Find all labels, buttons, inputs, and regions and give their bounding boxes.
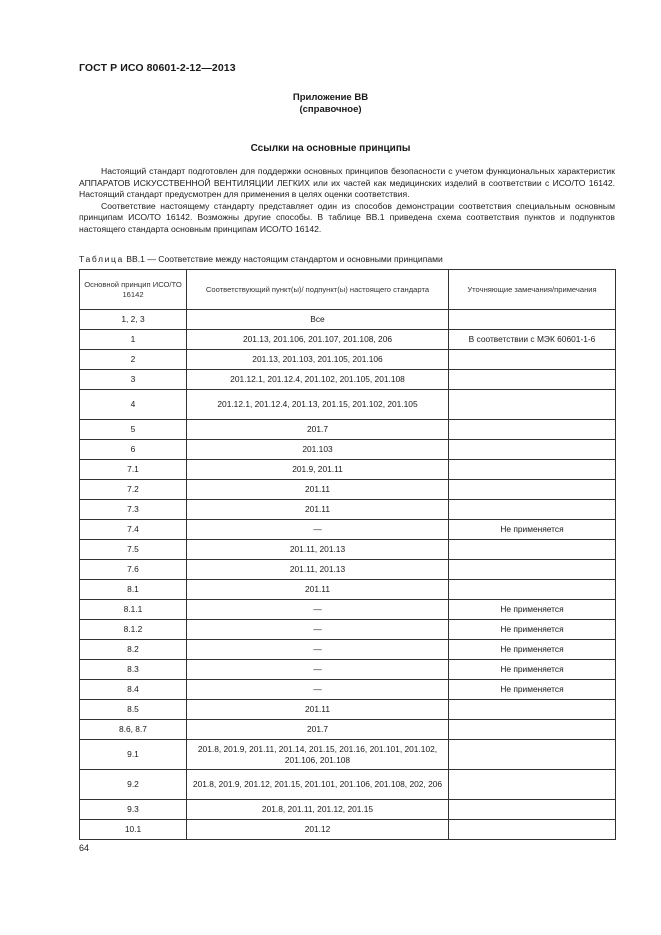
table-row	[80, 500, 616, 520]
row-clauses: —	[187, 600, 449, 620]
table-caption	[79, 254, 443, 264]
row-clauses: 201.9, 201.11	[187, 460, 449, 480]
table-row	[80, 440, 616, 460]
row-principle: 4	[80, 390, 187, 420]
table-row	[80, 370, 616, 390]
row-clauses: 201.11	[187, 500, 449, 520]
row-notes	[449, 820, 616, 840]
row-principle: 7.6	[80, 560, 187, 580]
table-caption-label: Таблица	[79, 254, 124, 264]
row-principle: 8.1	[80, 580, 187, 600]
row-clauses: 201.13, 201.106, 201.107, 201.108, 206	[187, 330, 449, 350]
annex-title: Приложение ВВ	[292, 92, 369, 103]
row-clauses: 201.8, 201.11, 201.12, 201.15	[187, 800, 449, 820]
section-title: Ссылки на основные принципы	[250, 143, 411, 154]
row-principle: 8.3	[80, 660, 187, 680]
row-notes	[449, 540, 616, 560]
row-principle: 7.5	[80, 540, 187, 560]
table-row	[80, 350, 616, 370]
table-row	[80, 390, 616, 420]
row-principle: 7.4	[80, 520, 187, 540]
row-principle: 10.1	[80, 820, 187, 840]
row-clauses: 201.11	[187, 480, 449, 500]
row-principle: 6	[80, 440, 187, 460]
row-principle: 2	[80, 350, 187, 370]
table-row	[80, 480, 616, 500]
table-row	[80, 420, 616, 440]
row-clauses: —	[187, 680, 449, 700]
row-principle: 7.1	[80, 460, 187, 480]
row-notes	[449, 560, 616, 580]
table-row	[80, 540, 616, 560]
row-principle: 5	[80, 420, 187, 440]
paragraph-1: Настоящий стандарт подготовлен для поддержки основных принципов безопасности с учетом функциональных характеристик АППАРАТОВ ИСКУССТВЕННОЙ ВЕНТИЛЯЦИИ ЛЕГКИХ или их частей как медицинских изделий в соответствии с ИСО/ТО 16142. Настоящий стандарт предусмотрен для применения в целях оценки соответствия.	[79, 166, 615, 200]
row-principle: 1, 2, 3	[80, 310, 187, 330]
row-clauses: 201.11	[187, 580, 449, 600]
row-principle: 8.5	[80, 700, 187, 720]
table-row	[80, 700, 616, 720]
table-row	[80, 330, 616, 350]
row-clauses: 201.13, 201.103, 201.105, 201.106	[187, 350, 449, 370]
row-notes: Не применяется	[449, 640, 616, 660]
row-notes: Не применяется	[449, 680, 616, 700]
row-clauses: —	[187, 620, 449, 640]
row-principle: 8.2	[80, 640, 187, 660]
row-principle: 9.1	[80, 740, 187, 770]
row-notes	[449, 500, 616, 520]
row-notes	[449, 800, 616, 820]
row-clauses: 201.12	[187, 820, 449, 840]
row-notes: Не применяется	[449, 620, 616, 640]
annex-subtitle: (справочное)	[299, 104, 362, 115]
row-clauses: 201.12.1, 201.12.4, 201.13, 201.15, 201.102, 201.105	[187, 390, 449, 420]
table-row	[80, 740, 616, 770]
row-clauses: 201.7	[187, 720, 449, 740]
row-clauses: 201.8, 201.9, 201.11, 201.14, 201.15, 201.16, 201.101, 201.102, 201.106, 201.108	[187, 740, 449, 770]
row-notes	[449, 770, 616, 800]
paragraph-2: Соответствие настоящему стандарту представляет один из способов демонстрации соответствия специальным основным принципам ИСО/ТО 16142. Возможны другие способы. В таблице ВВ.1 приведена схема соответствия пунктов и подпунктов настоящего стандарта основным принципам ИСО/ТО 16142.	[79, 200, 615, 234]
table-row	[80, 680, 616, 700]
row-notes	[449, 420, 616, 440]
row-notes	[449, 310, 616, 330]
row-clauses: —	[187, 520, 449, 540]
row-notes	[449, 700, 616, 720]
table-body	[80, 310, 616, 840]
row-principle: 9.2	[80, 770, 187, 800]
table-row	[80, 460, 616, 480]
table-header-row	[80, 270, 616, 310]
body-text	[79, 166, 615, 236]
row-clauses: 201.103	[187, 440, 449, 460]
row-notes	[449, 350, 616, 370]
row-notes	[449, 480, 616, 500]
row-clauses: —	[187, 660, 449, 680]
row-notes	[449, 390, 616, 420]
row-notes	[449, 440, 616, 460]
table-row	[80, 770, 616, 800]
table-row	[80, 580, 616, 600]
page-number: 64	[79, 843, 90, 853]
row-notes: Не применяется	[449, 660, 616, 680]
row-principle: 8.1.1	[80, 600, 187, 620]
row-principle: 3	[80, 370, 187, 390]
row-principle: 7.3	[80, 500, 187, 520]
header-principle: Основной принцип ИСО/ТО 16142	[80, 270, 187, 310]
correspondence-table	[79, 269, 616, 840]
row-clauses: 201.11, 201.13	[187, 560, 449, 580]
row-clauses: —	[187, 640, 449, 660]
row-clauses: Все	[187, 310, 449, 330]
row-notes	[449, 370, 616, 390]
row-principle: 7.2	[80, 480, 187, 500]
row-principle: 8.1.2	[80, 620, 187, 640]
row-principle: 8.6, 8.7	[80, 720, 187, 740]
table-row	[80, 520, 616, 540]
row-notes	[449, 740, 616, 770]
header-clauses: Соответствующий пункт(ы)/ подпункт(ы) настоящего стандарта	[187, 270, 449, 310]
row-principle: 9.3	[80, 800, 187, 820]
row-clauses: 201.11, 201.13	[187, 540, 449, 560]
annex-heading	[0, 92, 661, 116]
table-row	[80, 720, 616, 740]
row-notes	[449, 460, 616, 480]
table-row	[80, 600, 616, 620]
table-row	[80, 660, 616, 680]
table-row	[80, 560, 616, 580]
document-code: ГОСТ Р ИСО 80601-2-12—2013	[79, 62, 236, 74]
row-notes: Не применяется	[449, 520, 616, 540]
table-row	[80, 800, 616, 820]
row-notes: В соответствии с МЭК 60601-1-6	[449, 330, 616, 350]
header-notes: Уточняющие замечания/примечания	[449, 270, 616, 310]
row-clauses: 201.8, 201.9, 201.12, 201.15, 201.101, 201.106, 201.108, 202, 206	[187, 770, 449, 800]
row-notes: Не применяется	[449, 600, 616, 620]
table-caption-text: ВВ.1 — Соответствие между настоящим стандартом и основными принципами	[126, 254, 443, 264]
row-clauses: 201.7	[187, 420, 449, 440]
table-row	[80, 820, 616, 840]
row-notes	[449, 720, 616, 740]
table-row	[80, 640, 616, 660]
row-principle: 1	[80, 330, 187, 350]
table-row	[80, 310, 616, 330]
row-principle: 8.4	[80, 680, 187, 700]
table-row	[80, 620, 616, 640]
row-notes	[449, 580, 616, 600]
row-clauses: 201.11	[187, 700, 449, 720]
row-clauses: 201.12.1, 201.12.4, 201.102, 201.105, 201.108	[187, 370, 449, 390]
